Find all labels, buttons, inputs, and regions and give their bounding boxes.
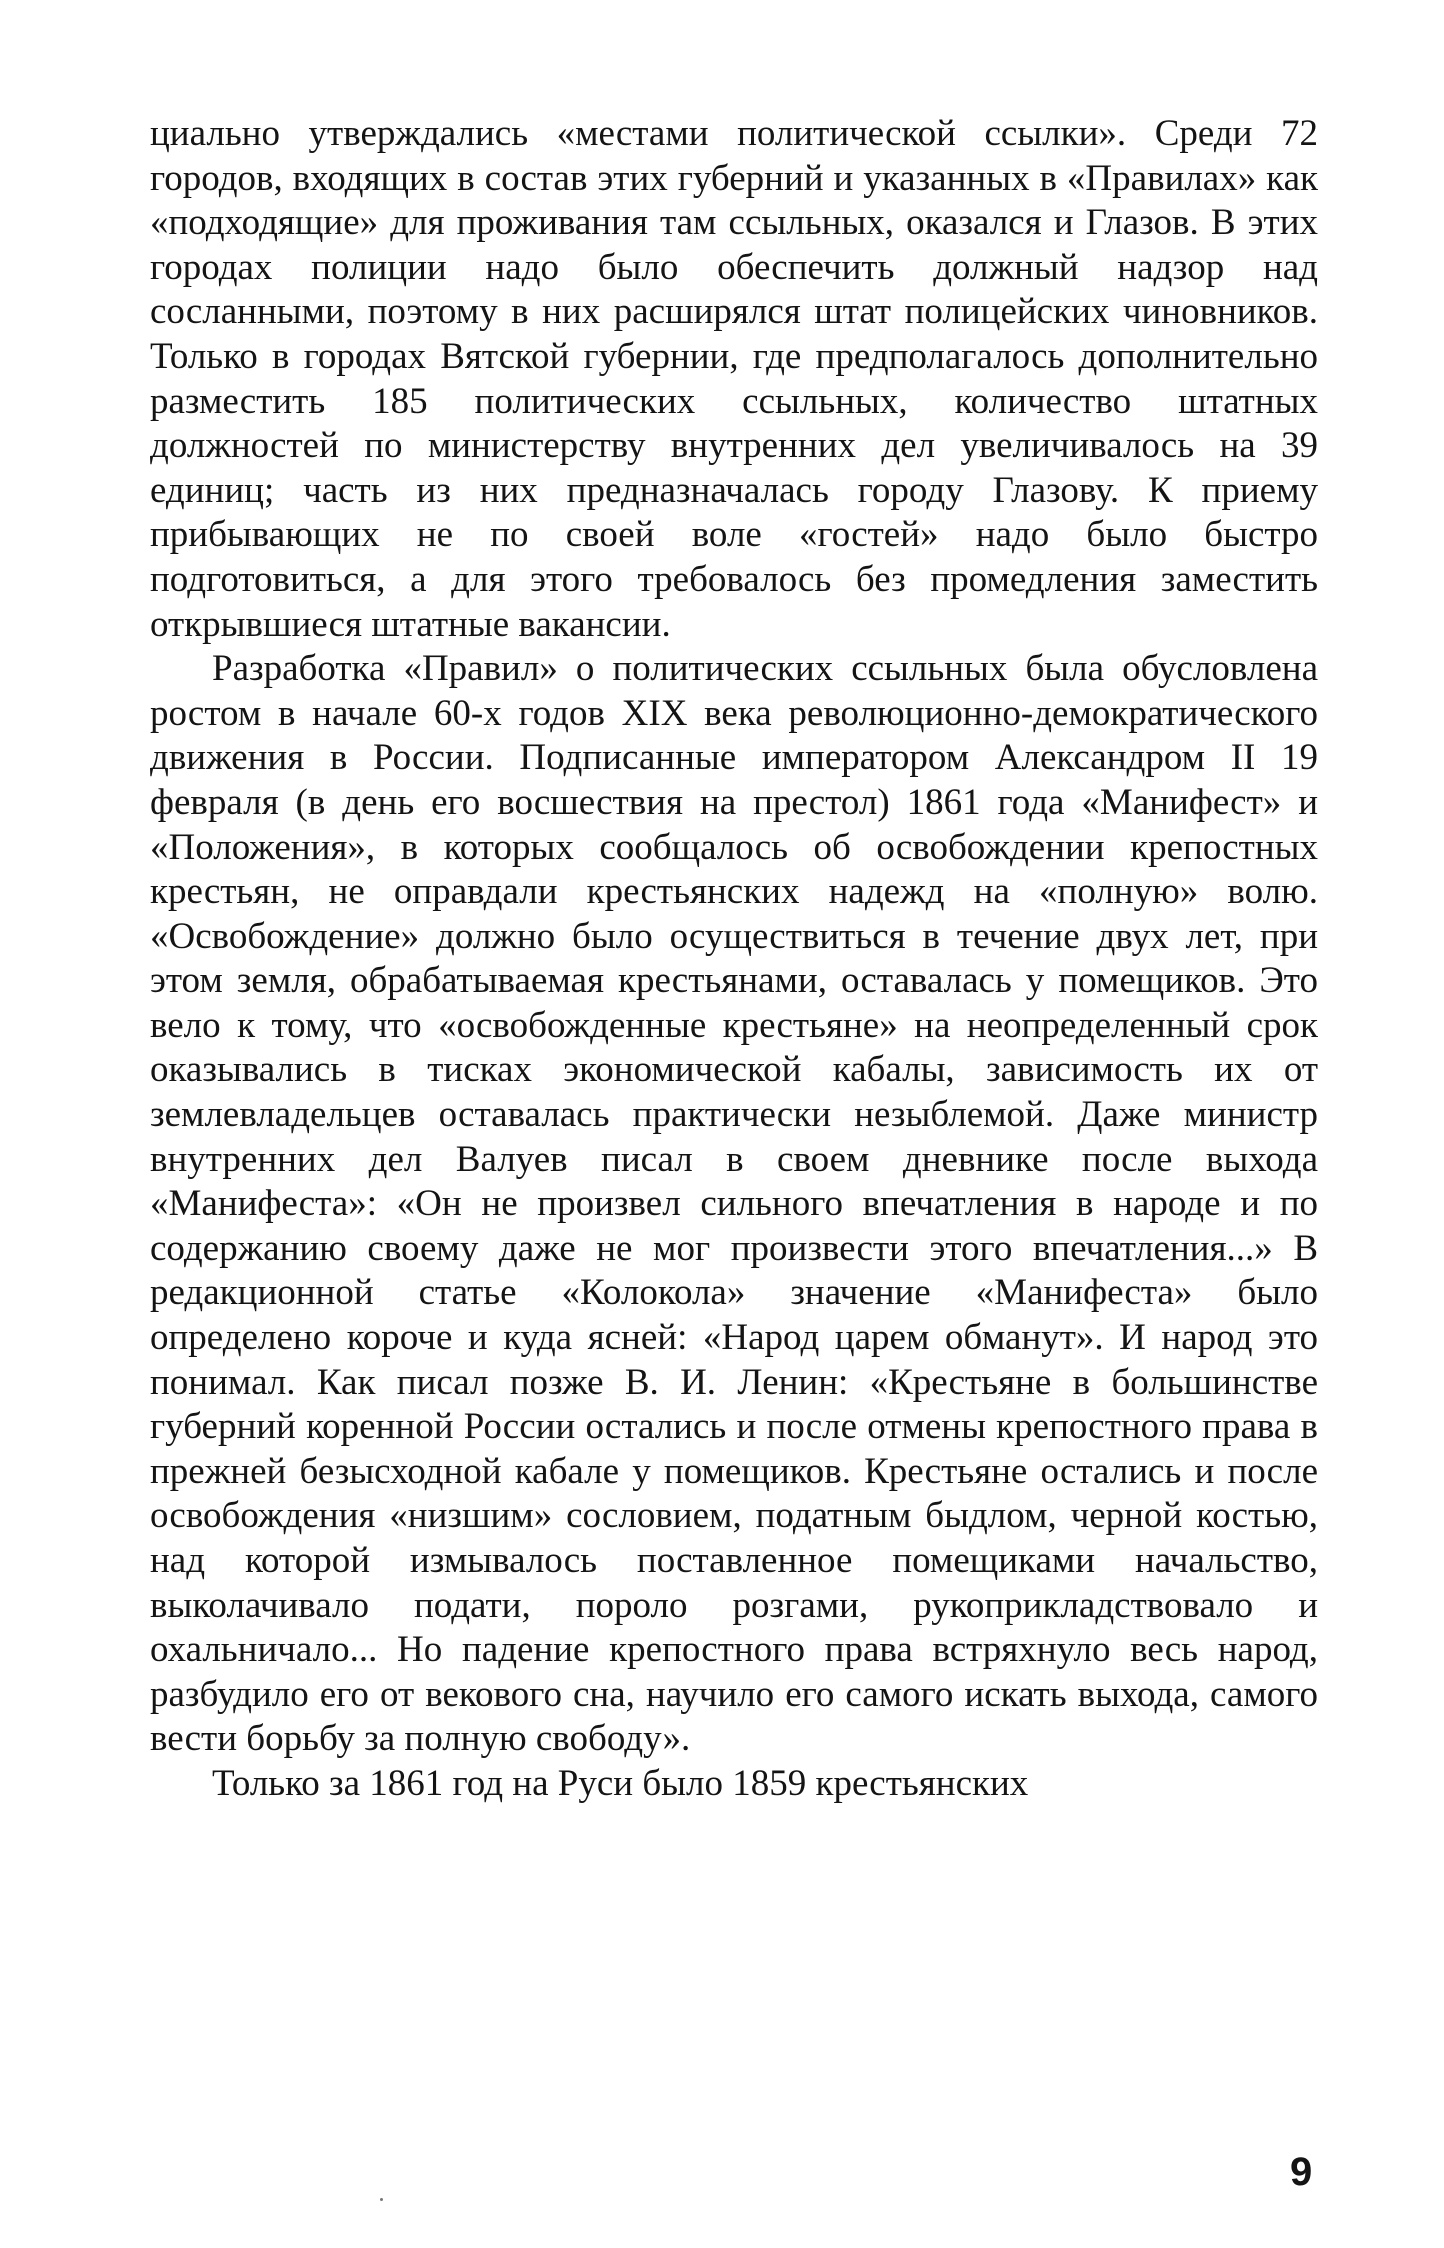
paragraph-peasant-unrest: Только за 1861 год на Руси было 1859 крестьянских: [212, 1762, 1029, 1804]
print-speck: [380, 2198, 383, 2201]
page-number: 9: [1290, 2150, 1313, 2194]
paragraph-continued: циально утверждались «местами политической ссылки». Среди 72 городов, входящих в состав этих губерний и указанных в «Правилах» как «подходящие» для проживания там ссыльных, оказался и Глазов. В этих городах полиции надо было обеспечить должный надзор над сосланными, поэтому в них расширялся штат полицейских чиновников. Только в городах Вятской губернии, где предполагалось дополнительно разместить 185 политических ссыльных, количество штатных должностей по министерству внутренних дел увеличивалось на 39 единиц; часть из них предназначалась городу Глазову. К приему прибывающих не по своей воле «гостей» надо было быстро подготовиться, а для этого требовалось без промедления заместить открывшиеся штатные вакансии.: [150, 113, 1318, 645]
paragraph-rules-origin: Разработка «Правил» о политических ссыльных была обусловлена ростом в начале 60-х годов XIX века революционно-демократического движения в России. Подписанные императором Александром II 19 февраля (в день его восшествия на престол) 1861 года «Манифест» и «Положения», в которых сообщалось об освобождении крепостных крестьян, не оправдали крестьянских надежд на «полную» волю. «Освобождение» должно было осуществиться в течение двух лет, при этом земля, обрабатываемая крестьянами, оставалась у помещиков. Это вело к тому, что «освобожденные крестьяне» на неопределенный срок оказывались в тисках экономической кабалы, зависимость их от землевладельцев оставалась практически незыблемой. Даже министр внутренних дел Валуев писал в своем дневнике после выхода «Манифеста»: «Он не произвел сильного впечатления в народе и по содержанию своему даже не мог произвести этого впечатления...» В редакционной статье «Колокола» значение «Манифеста» было определено короче и куда ясней: «Народ царем обманут». И народ это понимал. Как писал позже В. И. Ленин: «Крестьяне в большинстве губерний коренной России остались и после отмены крепостного права в прежней безысходной кабале у помещиков. Крестьяне остались и после освобождения «низшим» сословием, податным быдлом, черной костью, над которой измывалось поставленное помещиками начальство, выколачивало подати, пороло розгами, рукоприкладствовало и охальничало... Но падение крепостного права встряхнуло весь народ, разбудило его от векового сна, научило его самого искать выхода, самого вести борьбу за полную свободу».: [150, 648, 1318, 1760]
body-text: [150, 112, 1318, 1807]
